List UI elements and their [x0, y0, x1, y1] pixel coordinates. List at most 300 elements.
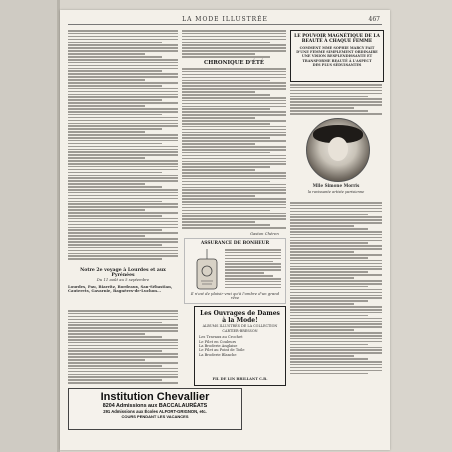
beauty-ad-line: D'UNE FEMME SIMPLEMENT ORDINAIRE [296, 50, 378, 55]
text-line [68, 238, 178, 240]
column-middle-body [182, 68, 286, 230]
text-line [182, 213, 286, 215]
text-line [182, 224, 270, 226]
text-line [290, 332, 382, 334]
text-line [68, 117, 178, 119]
text-line [182, 210, 270, 212]
text-line [68, 186, 162, 188]
text-line [68, 50, 178, 52]
text-line [68, 59, 178, 61]
text-line [182, 85, 286, 87]
text-line [182, 146, 286, 148]
portrait-photo [306, 118, 370, 182]
assurance-text [225, 249, 281, 289]
text-line [182, 158, 286, 160]
text-line [68, 253, 178, 255]
running-head: LA MODE ILLUSTRÉE [182, 16, 268, 23]
needlework-title-1: Les Ouvrages de Dames [200, 310, 280, 317]
institution-line-2: 291 Admissions aux Écoles ALFORT-GRIGNON, etc. [103, 409, 207, 414]
text-line [68, 215, 162, 217]
text-line [68, 163, 178, 165]
text-line [68, 169, 178, 171]
text-line [290, 84, 382, 86]
text-line [290, 274, 382, 276]
needlework-list-item: La Broderie Anglaise [199, 344, 238, 348]
text-line [290, 101, 382, 103]
text-line [68, 146, 178, 148]
text-line [68, 336, 162, 338]
text-line [290, 338, 382, 340]
text-line [182, 152, 270, 154]
text-line [290, 318, 382, 320]
text-line [182, 100, 286, 102]
text-line [225, 252, 281, 254]
text-line [68, 42, 162, 44]
text-line [68, 192, 178, 194]
text-line [68, 102, 178, 104]
text-line [290, 211, 382, 213]
column-right-body [290, 202, 382, 375]
text-line [290, 234, 382, 236]
text-line [182, 126, 286, 128]
portrait-face [328, 137, 348, 161]
text-line [182, 187, 286, 189]
text-line [68, 227, 178, 229]
column-left [68, 30, 178, 261]
beauty-ad-line: TRANSFORME BEAUTÉ À L'ASPECT [302, 58, 372, 63]
text-line [290, 352, 382, 354]
needlework-list-item: Les Travaux au Crochet [199, 335, 243, 340]
text-line [225, 272, 264, 274]
column-left-lower [68, 310, 178, 385]
text-line [68, 140, 178, 142]
text-line [182, 175, 286, 177]
text-line [68, 345, 178, 347]
text-line [68, 53, 145, 55]
text-line [68, 149, 178, 151]
text-line [290, 370, 382, 372]
text-line [68, 353, 178, 355]
text-line [68, 365, 162, 367]
text-line [182, 201, 286, 203]
needlework-list [199, 335, 281, 357]
text-line [290, 306, 382, 308]
text-line [68, 212, 178, 214]
text-line [68, 313, 178, 315]
text-line [290, 323, 382, 325]
text-line [68, 172, 162, 174]
text-line [290, 266, 382, 268]
text-line [182, 56, 270, 58]
text-line [182, 91, 255, 93]
text-line [290, 104, 382, 106]
text-line [290, 312, 382, 314]
text-line [225, 258, 281, 260]
text-line [290, 367, 382, 369]
text-line [182, 111, 286, 113]
text-line [225, 266, 281, 268]
text-line [68, 180, 178, 182]
text-line [68, 123, 178, 125]
text-line [225, 284, 281, 286]
text-line [290, 326, 382, 328]
text-line [290, 300, 368, 302]
text-line [68, 195, 178, 197]
text-line [182, 30, 286, 32]
text-line [225, 249, 281, 251]
text-line [225, 275, 273, 277]
text-line [290, 93, 382, 95]
text-line [68, 189, 178, 191]
text-line [182, 80, 270, 82]
assurance-ad [184, 238, 286, 304]
text-line [290, 202, 382, 204]
text-line [68, 348, 178, 350]
text-line [68, 94, 178, 96]
text-line [290, 321, 382, 323]
text-line [290, 90, 382, 92]
text-line [182, 227, 286, 229]
notice-title: Notre 2e voyage à Lourdes et aux Pyrénées [80, 268, 166, 278]
text-line [182, 42, 270, 44]
text-line [68, 201, 162, 203]
text-line [225, 263, 281, 265]
text-line [68, 322, 162, 324]
chronicle-signature: Gaston Chéren [250, 231, 279, 236]
text-line [182, 123, 270, 125]
text-line [290, 280, 382, 282]
text-line [68, 68, 178, 70]
text-line [182, 207, 286, 209]
text-line [290, 286, 368, 288]
text-line [68, 235, 145, 237]
text-line [182, 108, 270, 110]
assurance-footer: Il n'est de plaisir vrai qu'à l'ombre d'un grand rêve [190, 290, 280, 301]
text-line [68, 157, 145, 159]
portrait-caption-sub: la ravissante artiste parisienne [307, 190, 365, 194]
text-line [68, 374, 178, 376]
needlework-list-item: La Broderie Blanche [199, 352, 237, 357]
text-line [68, 177, 178, 179]
text-line [290, 349, 382, 351]
text-line [290, 87, 382, 89]
text-line [182, 215, 286, 217]
text-line [68, 224, 178, 226]
text-line [68, 339, 178, 341]
text-line [182, 50, 286, 52]
text-line [290, 289, 382, 291]
text-line [68, 232, 178, 234]
text-line [290, 271, 368, 273]
text-line [290, 344, 368, 346]
beauty-lines [291, 46, 383, 67]
text-line [68, 371, 178, 373]
institution-name: Institution Chevallier [100, 391, 210, 403]
text-line [68, 39, 178, 41]
needlework-title-2: à la Mode! [222, 317, 258, 324]
text-line [68, 359, 145, 361]
needlework-ad [194, 306, 286, 386]
text-line [68, 62, 178, 64]
text-line [182, 169, 255, 171]
text-line [68, 258, 162, 260]
text-line [68, 82, 178, 84]
text-line [68, 221, 178, 223]
text-line [68, 376, 178, 378]
text-line [290, 335, 382, 337]
text-line [182, 192, 286, 194]
text-line [182, 120, 286, 122]
text-line [182, 184, 286, 186]
text-line [68, 241, 178, 243]
text-line [182, 181, 270, 183]
text-line [290, 257, 368, 259]
text-line [68, 137, 178, 139]
text-line [182, 33, 286, 35]
text-line [182, 221, 255, 223]
text-line [290, 222, 382, 224]
text-line [68, 250, 178, 252]
text-line [68, 255, 178, 257]
header-rule [68, 24, 382, 25]
text-line [182, 71, 286, 73]
text-line [182, 204, 286, 206]
text-line [182, 163, 286, 165]
notice-subtitle: Du 11 août au 5 septembre [96, 277, 150, 282]
text-line [182, 178, 286, 180]
text-line [68, 319, 178, 321]
text-line [182, 129, 286, 131]
text-line [182, 134, 286, 136]
text-line [68, 33, 178, 35]
text-line [68, 151, 178, 153]
text-line [290, 303, 354, 305]
text-line [182, 137, 270, 139]
beauty-ad [290, 30, 384, 82]
needlework-list-item: Le Filet au Point de Toile [199, 348, 245, 353]
text-line [182, 97, 286, 99]
text-line [225, 261, 273, 263]
text-line [290, 242, 368, 244]
beauty-ad-line: DES PLUS SÉDUISANTES [312, 62, 362, 67]
needlework-subtitle: ALBUMS ILLUSTRÉS DE LA COLLECTION CARTIER-BRESSON [202, 324, 278, 333]
text-line [68, 175, 178, 177]
text-line [68, 350, 162, 352]
text-line [182, 161, 286, 163]
text-line [68, 114, 162, 116]
text-line [290, 283, 382, 285]
text-line [68, 47, 178, 49]
text-line [225, 287, 281, 289]
text-line [290, 260, 382, 262]
text-line [290, 231, 382, 233]
text-line [68, 36, 178, 38]
text-line [182, 132, 286, 134]
text-line [290, 240, 382, 242]
column-right-intro [290, 84, 382, 116]
text-line [182, 166, 270, 168]
text-line [68, 379, 162, 381]
text-line [68, 206, 178, 208]
text-line [68, 183, 145, 185]
text-line [290, 364, 382, 366]
text-line [290, 110, 368, 112]
text-line [290, 219, 382, 221]
text-line [225, 281, 281, 283]
notice-itinerary: Lourdes, Pau, Biarritz, Bordeaux, San-Sébastian, Cauterets, Gavarnie, Bagnères-de-Luchon... [68, 283, 173, 294]
text-line [68, 330, 178, 332]
text-line [68, 96, 178, 98]
text-line [182, 94, 270, 96]
text-line [290, 254, 382, 256]
text-line [68, 44, 178, 46]
text-line [290, 245, 382, 247]
text-line [182, 53, 255, 55]
text-line [290, 248, 382, 250]
text-line [68, 76, 178, 78]
text-line [68, 244, 162, 246]
text-line [182, 47, 286, 49]
text-line [182, 218, 286, 220]
text-line [68, 134, 178, 136]
text-line [290, 251, 354, 253]
text-line [182, 140, 286, 142]
text-line [290, 277, 354, 279]
text-line [68, 99, 162, 101]
text-line [182, 44, 286, 46]
text-line [182, 189, 286, 191]
text-line [68, 128, 162, 130]
text-line [290, 228, 368, 230]
text-line [68, 333, 145, 335]
adjacent-page-edge [0, 0, 60, 452]
text-line [290, 329, 354, 331]
text-line [182, 117, 255, 119]
text-line [182, 195, 255, 197]
text-line [290, 98, 382, 100]
text-line [182, 103, 286, 105]
text-line [290, 113, 382, 115]
text-line [68, 324, 178, 326]
text-line [182, 77, 286, 79]
text-line [68, 209, 145, 211]
text-line [290, 347, 382, 349]
text-line [68, 166, 178, 168]
text-line [290, 225, 354, 227]
column-middle-top [182, 30, 286, 59]
beauty-ad-line: UNE VISION RESPLENDISSANTE ET [301, 54, 373, 59]
text-line [68, 131, 145, 133]
text-line [182, 88, 286, 90]
text-line [290, 355, 354, 357]
needlework-list-item: Le Filet en Couleurs [199, 339, 237, 344]
text-line [68, 111, 178, 113]
text-line [182, 143, 255, 145]
text-line [290, 295, 382, 297]
text-line [68, 362, 178, 364]
text-line [68, 218, 178, 220]
text-line [68, 56, 162, 58]
beauty-headline-1: LE POUVOIR MAGNÉTIQUE DE LA [294, 34, 380, 39]
text-line [68, 79, 145, 81]
text-line [290, 315, 368, 317]
text-line [290, 216, 382, 218]
text-line [182, 149, 286, 151]
text-line [68, 85, 162, 87]
text-line [68, 203, 178, 205]
beauty-headline-2: BEAUTÉ À CHAQUE FEMME [301, 39, 373, 44]
text-line [290, 361, 382, 363]
text-line [290, 292, 382, 294]
text-line [68, 356, 178, 358]
text-line [290, 208, 382, 210]
text-line [68, 105, 145, 107]
assurance-title: ASSURANCE DE BONHEUR [200, 241, 270, 246]
chronicle-title: CHRONIQUE D'ÉTÉ [204, 60, 264, 66]
text-line [290, 205, 382, 207]
text-line [182, 36, 286, 38]
text-line [225, 255, 281, 257]
text-line [290, 358, 368, 360]
text-line [182, 82, 286, 84]
text-line [68, 108, 178, 110]
text-line [68, 143, 162, 145]
text-line [68, 125, 178, 127]
text-line [290, 341, 382, 343]
text-line [182, 172, 286, 174]
pendant-illustration [193, 249, 221, 295]
text-line [68, 65, 178, 67]
text-line [182, 74, 286, 76]
text-line [68, 229, 162, 231]
text-line [68, 120, 178, 122]
text-line [68, 91, 178, 93]
text-line [290, 214, 368, 216]
text-line [68, 342, 178, 344]
text-line [182, 114, 286, 116]
text-line [182, 39, 286, 41]
text-line [290, 309, 382, 311]
text-line [68, 368, 178, 370]
travel-notice [68, 268, 178, 294]
text-line [225, 278, 281, 280]
institution-ad [68, 388, 242, 430]
magazine-page [60, 10, 390, 450]
text-line [68, 316, 178, 318]
page-number: 467 [368, 16, 380, 23]
text-line [68, 198, 178, 200]
text-line [290, 297, 382, 299]
text-line [290, 96, 368, 98]
text-line [182, 198, 286, 200]
text-line [225, 269, 281, 271]
text-line [68, 30, 178, 32]
portrait-caption-name: Mlle Simone Morris [312, 183, 360, 188]
text-line [68, 160, 178, 162]
institution-line-1: 8204 Admissions aux BACCALAURÉATS [102, 403, 208, 409]
text-line [68, 88, 178, 90]
text-line [68, 73, 178, 75]
text-line [290, 263, 382, 265]
beauty-ad-line: COMMENT MME SOPHIE MARCY FAIT [299, 46, 375, 50]
needlework-footer: FIL DE LIN BRILLANT C.B. [212, 377, 268, 382]
text-line [290, 107, 354, 109]
text-line [290, 237, 382, 239]
text-line [68, 70, 162, 72]
text-line [68, 327, 178, 329]
text-line [290, 373, 368, 375]
text-line [68, 382, 178, 384]
